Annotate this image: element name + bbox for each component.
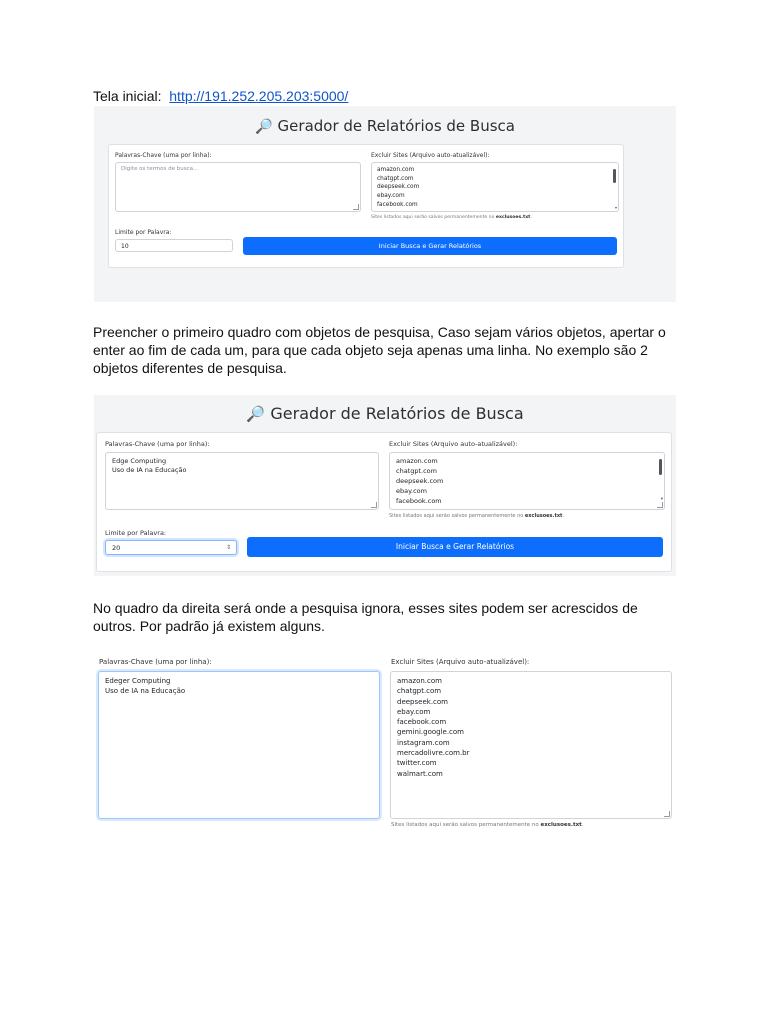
keywords-placeholder: Digite os termos de busca... (121, 166, 199, 172)
site-item: deepseek.com (396, 477, 444, 485)
site-item: walmart.com (397, 769, 443, 778)
scroll-down-icon[interactable]: ▾ (660, 496, 663, 502)
paragraph-line: objetos diferentes de pesquisa. (93, 360, 287, 376)
app-title: 🔎 Gerador de Relatórios de Busca (246, 404, 524, 423)
exclusions-file: exclusoes.txt (540, 822, 582, 828)
resize-grip-icon[interactable] (657, 502, 663, 508)
keyword-item: Uso de IA na Educação (112, 466, 187, 474)
limit-input[interactable] (105, 540, 237, 555)
exclude-sites-textarea[interactable] (371, 162, 619, 212)
exclude-sites-textarea[interactable] (389, 452, 665, 510)
keywords-textarea[interactable] (98, 671, 380, 819)
site-item: facebook.com (397, 718, 447, 727)
scrollbar-thumb[interactable] (613, 169, 616, 183)
site-item: ebay.com (377, 193, 405, 200)
exclude-label: Excluir Sites (Arquivo auto-atualizável): (371, 152, 490, 159)
paragraph-fill-keywords (93, 323, 666, 377)
exclusions-note: Sites listados aqui serão salvos permanentemente no exclusoes.txt. (391, 822, 584, 828)
exclusions-note: Sites listados aqui serão salvos permanentemente no exclusoes.txt. (389, 513, 565, 519)
resize-grip-icon[interactable] (371, 502, 377, 508)
site-item: ebay.com (397, 707, 431, 716)
limit-input[interactable] (115, 239, 233, 252)
resize-grip-icon[interactable] (664, 811, 670, 817)
limit-label: Limite por Palavra: (105, 529, 167, 537)
stepper-icon[interactable]: ⇕ (225, 543, 231, 551)
site-item: amazon.com (396, 457, 438, 465)
keywords-label: Palavras-Chave (uma por linha): (115, 152, 212, 159)
site-item: chatgpt.com (377, 175, 414, 182)
magnifying-glass-icon: 🔎 (255, 119, 273, 135)
app-title: 🔎 Gerador de Relatórios de Busca (255, 117, 515, 135)
keyword-item: Uso de IA na Educação (105, 687, 186, 695)
screenshot-initial-screen (94, 106, 676, 302)
keywords-textarea[interactable] (105, 452, 379, 510)
start-search-button[interactable]: Iniciar Busca e Gerar Relatórios (243, 237, 617, 255)
site-item: facebook.com (396, 497, 442, 505)
scroll-down-icon[interactable]: ▾ (614, 205, 617, 210)
keyword-item: Edeger Computing (105, 677, 171, 685)
site-item: gemini.google.com (397, 728, 464, 737)
site-item: deepseek.com (397, 697, 448, 706)
scrollbar-thumb[interactable] (659, 459, 662, 475)
magnifying-glass-icon: 🔎 (246, 405, 266, 423)
site-item: deepseek.com (377, 184, 420, 191)
site-item: ebay.com (396, 487, 427, 495)
form-card (108, 144, 624, 268)
limit-value: 20 (112, 544, 121, 552)
screenshot-exclusion-list (94, 655, 678, 835)
keywords-label: Palavras-Chave (uma por linha): (99, 658, 212, 666)
site-item: amazon.com (397, 677, 442, 685)
paragraph-line: Preencher o primeiro quadro com objetos de pesquisa, Caso sejam vários objetos, apertar o (93, 324, 666, 340)
keywords-textarea[interactable] (115, 162, 361, 212)
site-item: chatgpt.com (396, 467, 437, 475)
site-item: chatgpt.com (397, 687, 442, 696)
paragraph-line: outros. Por padrão já existem alguns. (93, 618, 325, 634)
resize-grip-icon[interactable] (353, 204, 359, 210)
site-item: mercadolivre.com.br (397, 749, 470, 758)
keyword-item: Edge Computing (112, 457, 167, 465)
keywords-label: Palavras-Chave (uma por linha): (105, 440, 210, 448)
site-item: instagram.com (397, 738, 450, 747)
exclude-label: Excluir Sites (Arquivo auto-atualizável): (391, 658, 530, 666)
form-card (96, 432, 672, 572)
intro-label: Tela inicial: (93, 88, 162, 104)
exclude-label: Excluir Sites (Arquivo auto-atualizável): (389, 440, 518, 448)
exclude-sites-textarea[interactable] (390, 671, 672, 819)
limit-value: 10 (121, 243, 129, 250)
site-item: twitter.com (397, 759, 437, 768)
start-search-button[interactable]: Iniciar Busca e Gerar Relatórios (247, 537, 663, 557)
site-item: amazon.com (377, 167, 415, 173)
paragraph-line: enter ao fim de cada um, para que cada objeto seja apenas uma linha. No exemplo são 2 (93, 342, 648, 358)
exclusions-note: Sites listados aqui serão salvos permanentemente no exclusoes.txt. (371, 215, 532, 220)
paragraph-line: No quadro da direita será onde a pesquisa ignora, esses sites podem ser acrescidos de (93, 600, 638, 616)
exclusions-file: exclusoes.txt (524, 513, 563, 519)
exclusions-file: exclusoes.txt (495, 215, 531, 220)
server-link[interactable]: http://191.252.205.203:5000/ (169, 88, 349, 104)
screenshot-filled-form (94, 395, 676, 576)
intro-line (93, 87, 348, 105)
limit-label: Limite por Palavra: (115, 229, 172, 236)
site-item: facebook.com (377, 201, 418, 208)
paragraph-exclusions (93, 599, 638, 635)
